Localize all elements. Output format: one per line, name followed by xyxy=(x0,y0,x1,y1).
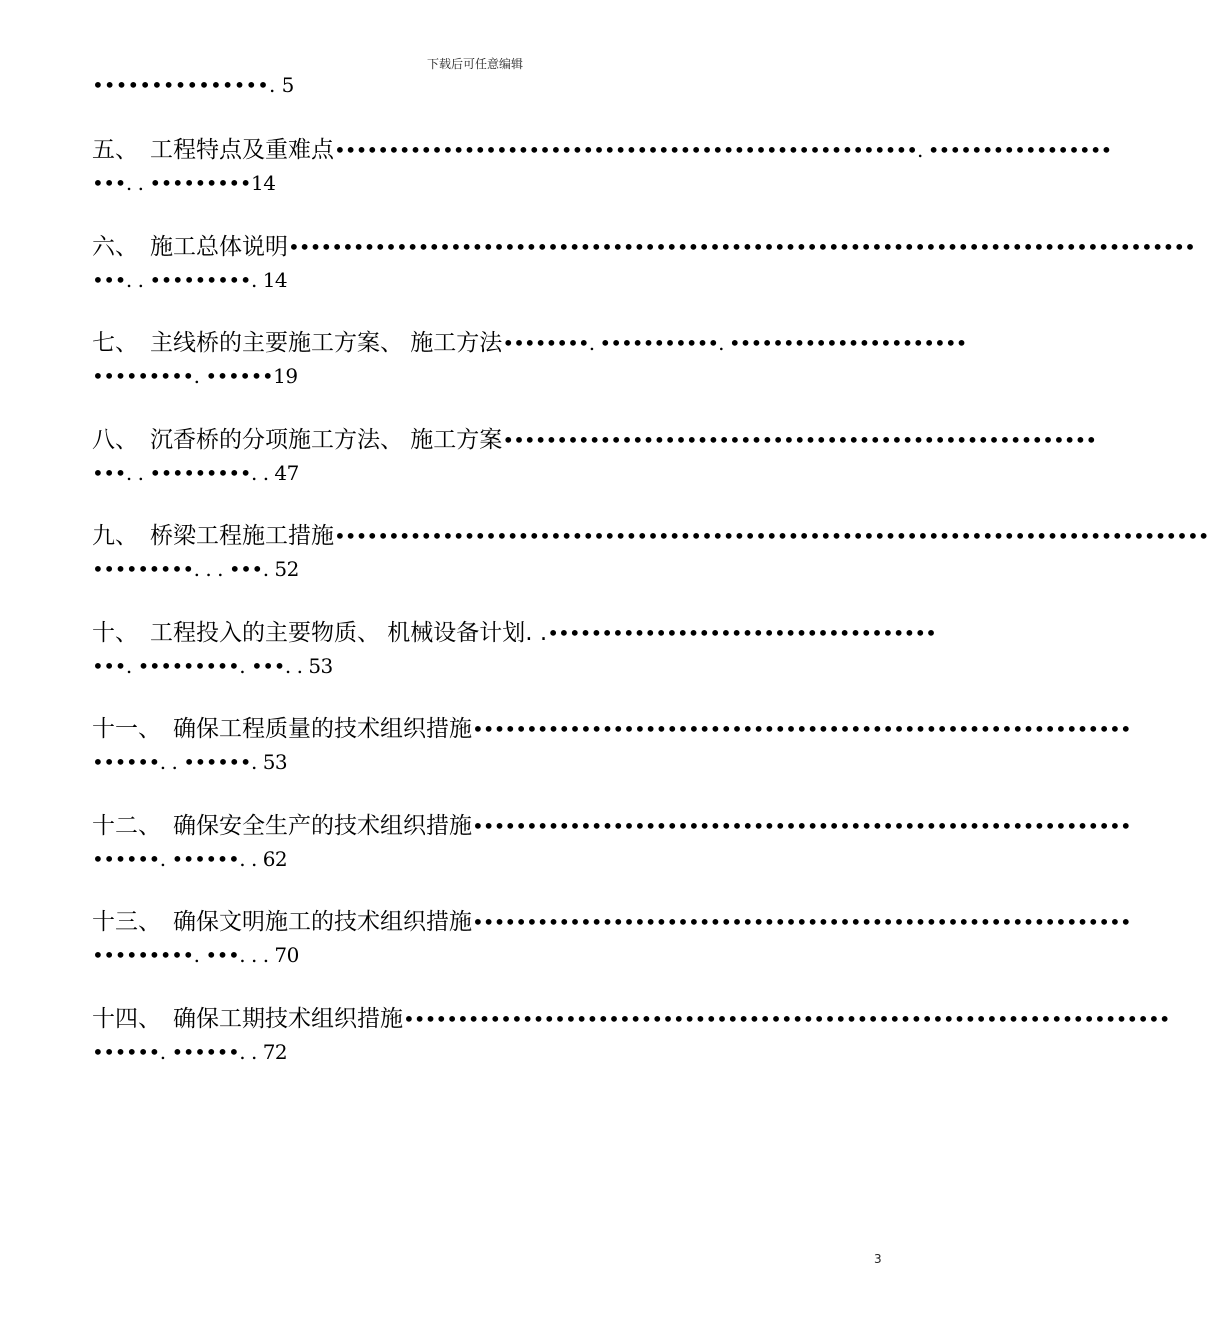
toc-entry-page: •••. . •••••••••14 xyxy=(92,171,276,195)
toc-entry[interactable] xyxy=(92,615,936,712)
toc-entry[interactable] xyxy=(92,132,1112,229)
toc-entry-number: 十、 xyxy=(92,619,138,646)
toc-dot-leader: ••••••••••••••••••••••••••••••••••••••••••••••••••••••••••••••••••••••• xyxy=(403,1006,1170,1031)
toc-entry-page: ••••••. ••••••. . 62 xyxy=(92,846,288,871)
toc-entry-number: 十一、 xyxy=(92,716,161,742)
toc-entry[interactable] xyxy=(92,808,1131,905)
toc-entry-title: 确保工程质量的技术组织措施 xyxy=(173,716,472,742)
toc-dot-leader: ••••••••••••••••••••••••••••••••••••••••••••••••••••••• xyxy=(502,427,1097,452)
toc-entry[interactable] xyxy=(92,1001,1170,1098)
toc-dot-leader: •••••••••••••••••••••••••••••••••••••••••••••••••••••••••••••••••••••••••••••••••••• xyxy=(288,234,1195,259)
toc-entry[interactable] xyxy=(92,711,1131,808)
toc-dot-leader: ••••••••••••••••••••••••••••••••••••••••••••••••••••••••••••••••••••••••••••••••• xyxy=(334,524,1209,548)
toc-entry-number: 五、 xyxy=(92,137,138,163)
toc-entry-title: 工程投入的主要物质、 机械设备计划. . xyxy=(150,619,548,646)
toc-entry-number: 十三、 xyxy=(92,909,161,935)
toc-entry-page: •••••••••. . . •••. 52 xyxy=(92,557,299,581)
toc-dot-leader: ••••••••••••••••••••••••••••••••••••••••••••••••••••••••••••• xyxy=(472,717,1131,741)
toc-entry[interactable] xyxy=(92,325,967,422)
toc-entry-title: 确保文明施工的技术组织措施 xyxy=(173,909,472,935)
toc-entry-number: 九、 xyxy=(92,523,138,549)
toc-entry-title: 桥梁工程施工措施 xyxy=(150,523,334,549)
toc-entry-number: 六、 xyxy=(92,233,138,260)
toc-entry-number: 十四、 xyxy=(92,1005,161,1032)
toc-continuation-line: •••••••••••••••. 5 xyxy=(92,73,295,97)
toc-entry[interactable] xyxy=(92,422,1097,519)
toc-dot-leader: ••••••••••••••••••••••••••••••••••••••••••••••••••••••••••••• xyxy=(472,813,1131,838)
toc-dot-leader: ••••••••. •••••••••••. •••••••••••••••••••••• xyxy=(502,331,967,355)
table-of-contents xyxy=(92,132,1209,1097)
toc-entry-page: •••. . •••••••••. . 47 xyxy=(92,460,299,485)
toc-entry-title: 施工总体说明 xyxy=(150,233,288,260)
toc-entry-page: •••. . •••••••••. 14 xyxy=(92,267,288,292)
toc-entry-number: 十二、 xyxy=(92,812,161,839)
toc-entry-number: 八、 xyxy=(92,426,138,453)
toc-entry-title: 确保安全生产的技术组织措施 xyxy=(173,812,472,839)
toc-dot-leader: ••••••••••••••••••••••••••••••••••••••••••••••••••••••. ••••••••••••••••• xyxy=(334,138,1112,162)
toc-dot-leader: ••••••••••••••••••••••••••••••••••••••••••••••••••••••••••••• xyxy=(472,910,1131,934)
toc-entry-title: 主线桥的主要施工方案、 施工方法 xyxy=(150,330,503,356)
toc-entry-title: 沉香桥的分项施工方法、 施工方案 xyxy=(150,426,503,453)
toc-entry-page: •••••••••. •••. . . 70 xyxy=(92,943,299,967)
toc-entry-page: ••••••. ••••••. . 72 xyxy=(92,1039,288,1064)
toc-entry-title: 工程特点及重难点 xyxy=(150,137,334,163)
toc-dot-leader: •••••••••••••••••••••••••••••••••••• xyxy=(547,620,936,645)
page-number: 3 xyxy=(874,1252,882,1266)
toc-entry-page: ••••••. . ••••••. 53 xyxy=(92,750,288,774)
toc-entry-page: •••••••••. ••••••19 xyxy=(92,364,298,388)
toc-entry[interactable] xyxy=(92,229,1195,326)
header-note: 下载后可任意编辑 xyxy=(426,57,523,71)
toc-entry-page: •••. •••••••••. •••. . 53 xyxy=(92,653,333,678)
toc-entry-number: 七、 xyxy=(92,330,138,356)
toc-entry-title: 确保工期技术组织措施 xyxy=(173,1005,403,1032)
toc-entry[interactable] xyxy=(92,518,1209,615)
toc-entry[interactable] xyxy=(92,904,1131,1001)
